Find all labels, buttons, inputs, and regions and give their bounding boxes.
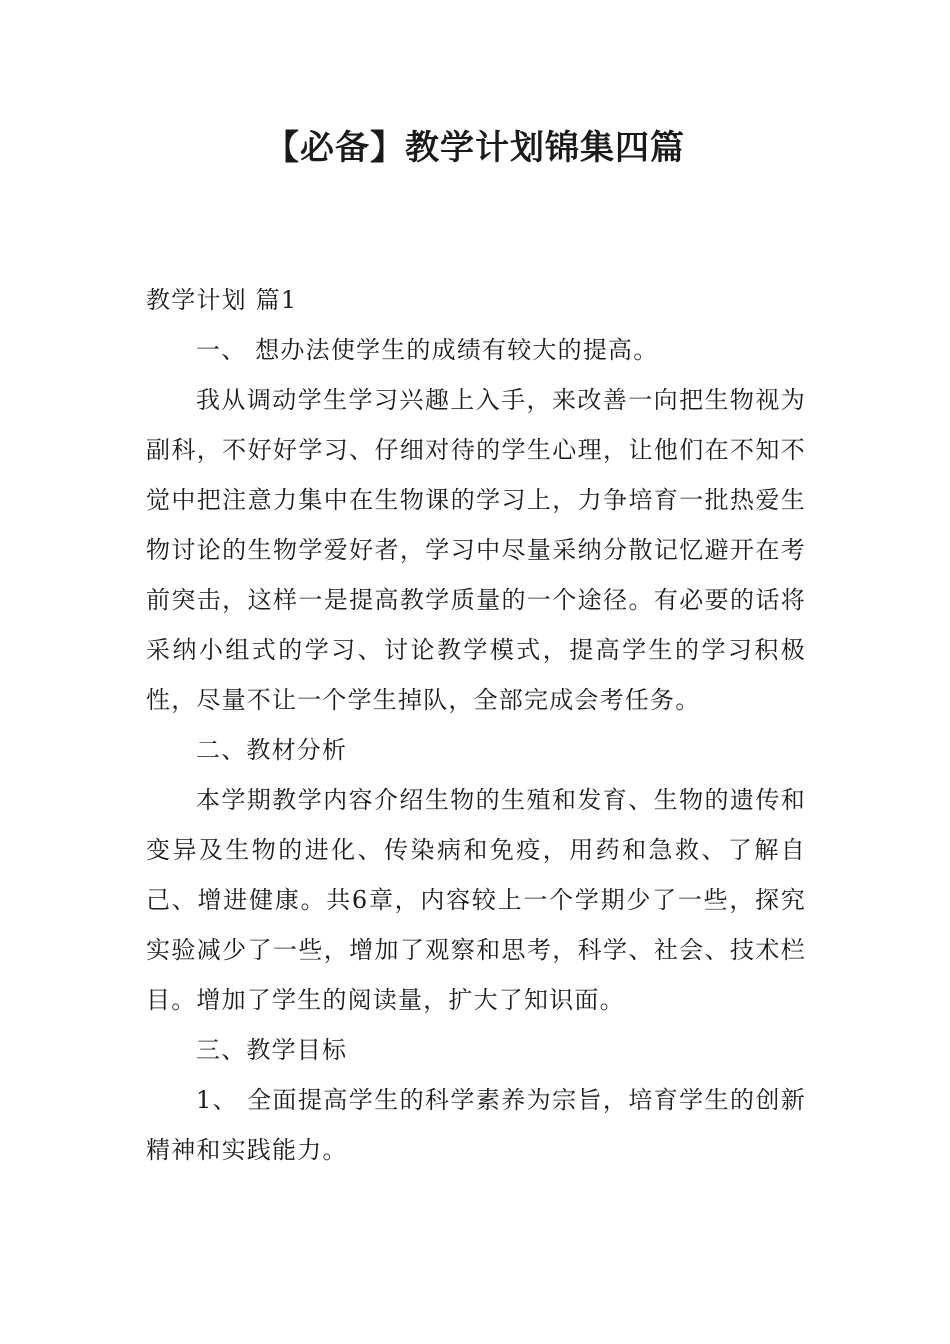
paragraph-3: 二、教材分析 [196,736,348,764]
paragraph-5: 三、教学目标 [196,1036,348,1064]
paragraph-4: 本学期教学内容介绍生物的生殖和发育、生物的遗传和变异及生物的进化、传染病和免疫，用药和急救、了解自己、增进健康。共6章，内容较上一个学期少了一些，探究实验减少了一些，增加了观察和思考，科学、社会、技术栏目。增加了学生的阅读量，扩大了知识面。 [146,786,806,1014]
document-body [146,275,806,1175]
paragraph-6: 1、 全面提高学生的科学素养为宗旨，培育学生的创新精神和实践能力。 [146,1086,806,1164]
paragraph-2: 我从调动学生学习兴趣上入手，来改善一向把生物视为副科，不好好学习、仔细对待的学生心理，让他们在不知不觉中把注意力集中在生物课的学习上，力争培育一批热爱生物讨论的生物学爱好者，学习中尽量采纳分散记忆避开在考前突击，这样一是提高教学质量的一个途径。有必要的话将采纳小组式的学习、讨论教学模式，提高学生的学习积极性，尽量不让一个学生掉队，全部完成会考任务。 [146,386,806,714]
page-title: 【必备】教学计划锦集四篇 [265,128,685,168]
section-heading: 教学计划 篇1 [146,286,298,314]
paragraph-1: 一、 想办法使学生的成绩有较大的提高。 [196,336,659,364]
